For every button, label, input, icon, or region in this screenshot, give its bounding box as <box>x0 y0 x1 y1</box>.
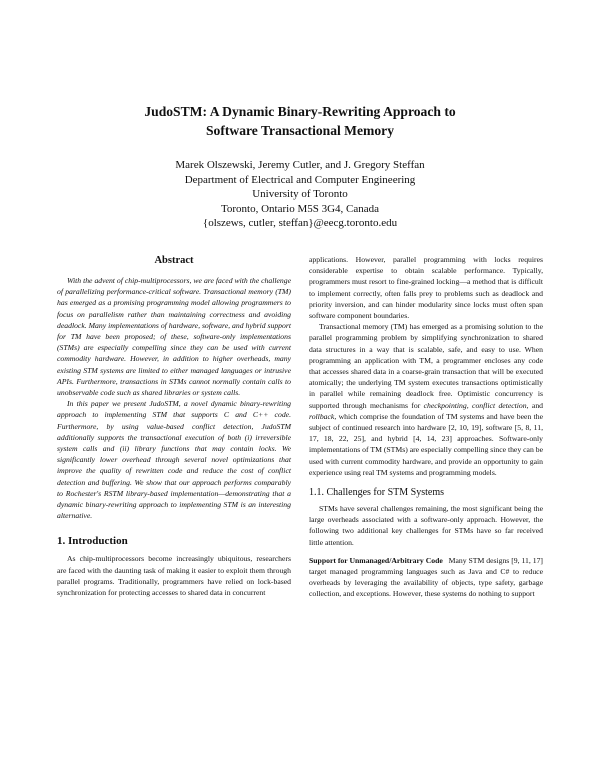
abstract-section <box>57 254 291 521</box>
body-paragraph-3: STMs have several challenges remaining, the most significant being the large overheads associated with a software-only approach. However, the following two additional key challenges for STMs have so far received little attention. <box>309 504 543 547</box>
right-column <box>309 254 543 600</box>
subsection-heading: 1.1. Challenges for STM Systems <box>309 487 444 499</box>
abstract-paragraph-1: With the advent of chip-multiprocessors, we are faced with the challenge of parallelizing performance-critical software. Transactional memory (TM) has emerged as a promising programming model allowing programmers to focus on parallelism rather than maintaining correctness and avoiding deadlock. Many implementations of hardware, software, and hybrid support for TM have been proposed; of these, software-only implementations (STMs) are especially compelling since they can be used with current commodity hardware. However, in addition to higher overheads, many existing STM systems are limited to either managed languages or intrusive APIs. Furthermore, transactions in STMs cannot normally contain calls to unobservable code such as shared libraries or system calls. <box>57 276 291 398</box>
body-paragraph-1: applications. However, parallel programming with locks requires considerable expertise to obtain scalable performance. Typically, programmers must resort to fine-grained locking—a method that is difficult to implement correctly, often falls prey to problems such as deadlock and priority inversion, and can hinder modularity since locks must often span software component boundaries. <box>309 255 543 321</box>
paper-title <box>60 102 540 140</box>
title-line-1: JudoSTM: A Dynamic Binary-Rewriting Approach to <box>144 104 456 119</box>
body-paragraph-2 <box>309 321 543 478</box>
introduction-section <box>57 535 291 598</box>
author-department: Department of Electrical and Computer Engineering <box>184 173 416 186</box>
author-names: Marek Olszewski, Jeremy Cutler, and J. Gregory Steffan <box>175 159 425 171</box>
left-column <box>57 254 291 598</box>
abstract-heading: Abstract <box>154 255 194 266</box>
p2-emph-rollback: rollback <box>309 411 335 421</box>
p2-emph-conflict-detection: conflict detection <box>472 400 527 410</box>
p2-sep-1: , <box>466 400 473 410</box>
introduction-paragraph-1: As chip-multiprocessors become increasingly ubiquitous, researchers are faced with the daunting task of making it easier to exploit them through parallel programs. Traditionally, programmers have relied on lock-based synchronization for protecting accesses to shared data in concurrent <box>57 554 291 598</box>
introduction-heading: 1. Introduction <box>57 535 128 548</box>
runin-heading: Support for Unmanaged/Arbitrary Code <box>309 555 443 565</box>
author-email: {olszews, cutler, steffan}@eecg.toronto.edu <box>202 217 398 230</box>
author-address: Toronto, Ontario M5S 3G4, Canada <box>220 202 380 215</box>
author-university: University of Toronto <box>252 188 348 201</box>
title-line-2: Software Transactional Memory <box>205 123 394 138</box>
p2-emph-checkpointing: checkpointing <box>423 400 467 410</box>
p2-text-b: , which comprise the foundation of TM systems and have been the subject of continued research into hardware [2, 10, 19], software [5, 8, 11, 17, 18, 22, 25], and hybrid [4, 14, 23] approaches. Software-only implementations of TM (STMs) are especially compelling since they can be used with current commodity hardware, and provide an opportunity to gain experience using real TM systems and programming models. <box>309 411 543 477</box>
p2-text-a: Transactional memory (TM) has emerged as a promising solution to the parallel programming problem by simplifying synchronization to shared data structures in a way that is scalable, safe, and easy to use. When programming an application with TM, a programmer encloses any code that accesses shared data in a coarse-grain transaction that will be executed atomically; the underlying TM system executes transactions optimistically in parallel while remaining deadlock free. Optimistic concurrency is supported through mechanisms for <box>309 322 543 410</box>
p4-text: Many STM designs [9, 11, 17] target managed programming languages such as Java and C# to reduce overheads by leveraging the availability of objects, type safety, garbage collection, and exceptions. However, these systems do nothing to support <box>309 555 543 599</box>
author-block <box>60 158 540 231</box>
body-paragraph-4 <box>309 555 543 600</box>
p2-sep-2: , and <box>526 400 544 410</box>
abstract-paragraph-2: In this paper we present JudoSTM, a novel dynamic binary-rewriting approach to implementing STM that supports C and C++ code. Furthermore, by using value-based conflict detection, JudoSTM additionally supports the transactional execution of both (i) irreversible system calls and (ii) library functions that may contain locks. We significantly lower overhead through several novel optimizations that improve the quality of rewritten code and reduce the cost of conflict detection and buffering. We show that our approach performs comparably to Rochester's RSTM library-based implementation—demonstrating that a dynamic binary-rewriting approach to implementing STM is an interesting alternative. <box>57 399 291 521</box>
